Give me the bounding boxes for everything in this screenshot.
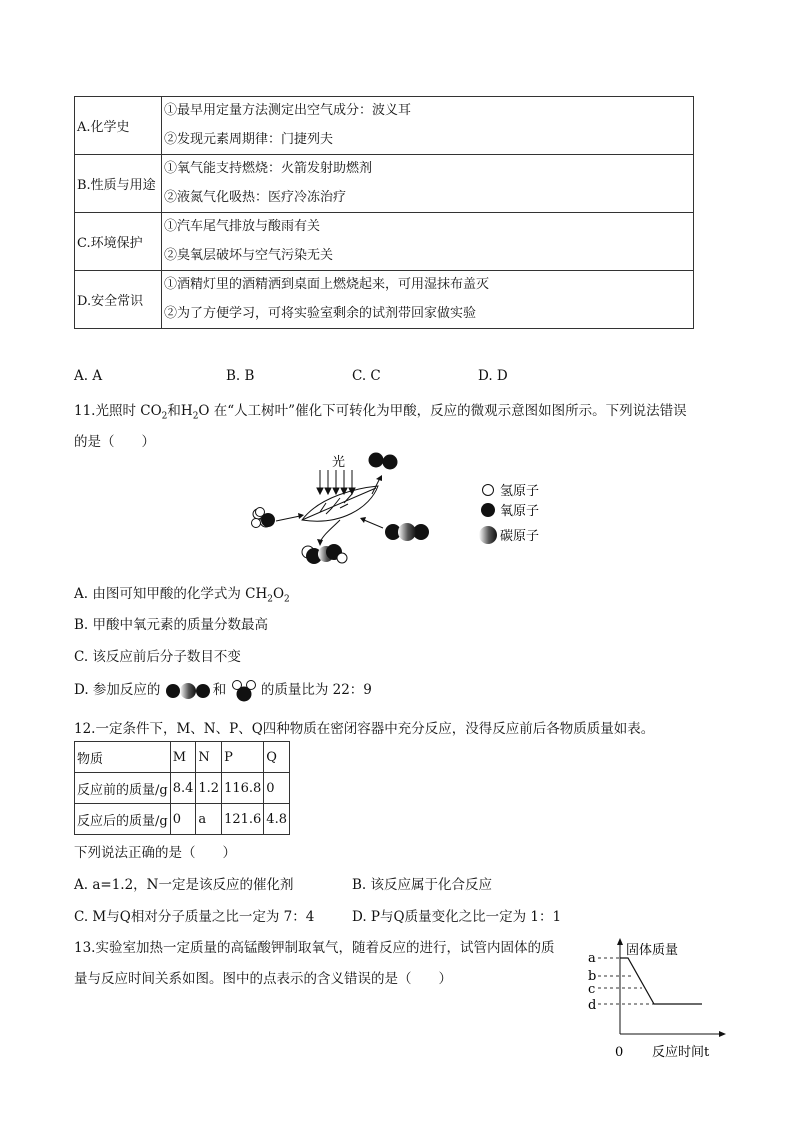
q11-option-a[interactable]: A. 由图可知甲酸的化学式为 $CH_2O_2$	[74, 586, 290, 605]
atom-legend	[479, 484, 539, 544]
q12-table-cell: 116.8	[222, 773, 264, 804]
q12-prompt: 下列说法正确的是（ ）	[74, 845, 236, 861]
q11-option-b[interactable]: B. 甲酸中氧元素的质量分数最高	[74, 617, 269, 633]
q10-statement: ①酒精灯里的酒精洒到桌面上燃烧起来，可用湿抹布盖灭	[164, 277, 490, 292]
graph-ylabel: 固体质量	[626, 943, 679, 958]
hydrogen-atom-icon	[483, 485, 494, 496]
q10-content-cell	[162, 97, 694, 155]
q10-statement: ②为了方便学习，可将实验室剩余的试剂带回家做实验	[164, 305, 477, 321]
light-label: 光	[332, 455, 346, 470]
q12-option-d[interactable]: D. P与Q质量变化之比一定为 1：1	[352, 909, 562, 925]
graph-xlabel: 反应时间t	[652, 1045, 710, 1060]
q12-table-cell: 0	[170, 804, 196, 835]
q12-table-cell: 0	[264, 773, 290, 804]
q13-stem-line1: 13.实验室加热一定质量的高锰酸钾制取氧气，随着反应的进行，试管内固体的质	[74, 940, 555, 956]
point-c-label: c	[588, 982, 596, 997]
q13-stem-line2: 量与反应时间关系如图。图中的点表示的含义错误的是（ ）	[74, 971, 452, 987]
q10-statement: ②液氮气化吸热：医疗冷冻治疗	[164, 189, 347, 205]
legend-hydrogen: 氢原子	[500, 484, 540, 499]
q12-table-cell: P	[222, 742, 264, 773]
q12-option-c[interactable]: C. M与Q相对分子质量之比一定为 7：4	[74, 909, 315, 925]
q11-stem-line2: 的是（ ）	[74, 434, 155, 450]
q10-options-table	[74, 96, 694, 329]
q10-content-cell	[162, 271, 694, 329]
q12-option-a[interactable]: A. a=1.2，N一定是该反应的催化剂	[74, 877, 294, 893]
q10-statement: ①氧气能支持燃烧：火箭发射助燃剂	[164, 161, 373, 176]
q10-table-row	[75, 213, 694, 271]
q12-table-cell: N	[196, 742, 222, 773]
q10-option-c[interactable]: C. C	[352, 368, 381, 384]
q10-statement: ①汽车尾气排放与酸雨有关	[164, 219, 321, 234]
q10-category-cell: B.性质与用途	[75, 155, 162, 213]
q12-table-cell: 1.2	[196, 773, 222, 804]
q10-table-row	[75, 271, 694, 329]
q12-option-b[interactable]: B. 该反应属于化合反应	[352, 877, 493, 893]
point-a-label: a	[588, 951, 596, 966]
q10-option-b[interactable]: B. B	[226, 368, 255, 384]
q10-content-cell	[162, 155, 694, 213]
q12-table-cell: 8.4	[170, 773, 196, 804]
point-d-label: d	[588, 998, 597, 1013]
oxygen-molecule-output	[369, 453, 398, 470]
mass-curve	[620, 958, 702, 1004]
q12-table-cell: 121.6	[222, 804, 264, 835]
q12-table-cell: 反应前的质量/g	[75, 773, 171, 804]
q10-statement: ②发现元素周期律：门捷列夫	[164, 131, 334, 147]
co2-molecule-icon	[165, 682, 213, 700]
q12-table-cell: 4.8	[264, 804, 290, 835]
q10-category-cell: C.环境保护	[75, 213, 162, 271]
q12-table-header	[75, 742, 290, 773]
q12-table-row	[75, 773, 290, 804]
q10-statement: ①最早用定量方法测定出空气成分：波义耳	[164, 103, 412, 118]
q12-table-cell: 物质	[75, 742, 171, 773]
q12-table-cell: a	[196, 804, 222, 835]
co2-molecule-input	[385, 523, 429, 541]
q11-option-d[interactable]: D. 参加反应的 和 的质量比为 22：9	[74, 678, 372, 702]
water-molecule-input	[252, 508, 276, 528]
q12-mass-table	[74, 741, 290, 835]
q10-statement: ②臭氧层破坏与空气污染无关	[164, 247, 334, 263]
legend-oxygen: 氧原子	[500, 504, 540, 519]
q13-mass-time-graph	[582, 936, 732, 1064]
q10-table-row	[75, 97, 694, 155]
q12-table-row	[75, 804, 290, 835]
q12-table-cell: 反应后的质量/g	[75, 804, 171, 835]
leaf-icon	[302, 486, 378, 521]
q10-option-d[interactable]: D. D	[478, 368, 508, 384]
carbon-atom-icon	[479, 526, 497, 544]
q12-stem: 12.一定条件下，M、N、P、Q四种物质在密闭容器中充分反应，没得反应前后各物质质量如表。	[74, 721, 655, 737]
formic-acid-molecule-output	[302, 544, 347, 564]
q10-content-cell	[162, 213, 694, 271]
light-arrows	[317, 470, 355, 494]
q11-option-c[interactable]: C. 该反应前后分子数目不变	[74, 649, 241, 665]
q10-category-cell: D.安全常识	[75, 271, 162, 329]
graph-origin: 0	[615, 1045, 624, 1060]
q11-reaction-diagram	[240, 448, 560, 573]
point-b-label: b	[588, 969, 597, 984]
oxygen-atom-icon	[481, 503, 495, 517]
q12-table-cell: Q	[264, 742, 290, 773]
q12-table-cell: M	[170, 742, 196, 773]
q11-stem: 11.光照时 $CO_2$和$H_2O$ 在“人工树叶”催化下可转化为甲酸，反应的微观示意图如图所示。下列说法错误	[74, 403, 687, 422]
q10-category-cell: A.化学史	[75, 97, 162, 155]
q10-table-row	[75, 155, 694, 213]
water-molecule-icon	[231, 679, 257, 703]
q10-option-a[interactable]: A. A	[74, 368, 103, 384]
legend-carbon: 碳原子	[500, 529, 540, 544]
